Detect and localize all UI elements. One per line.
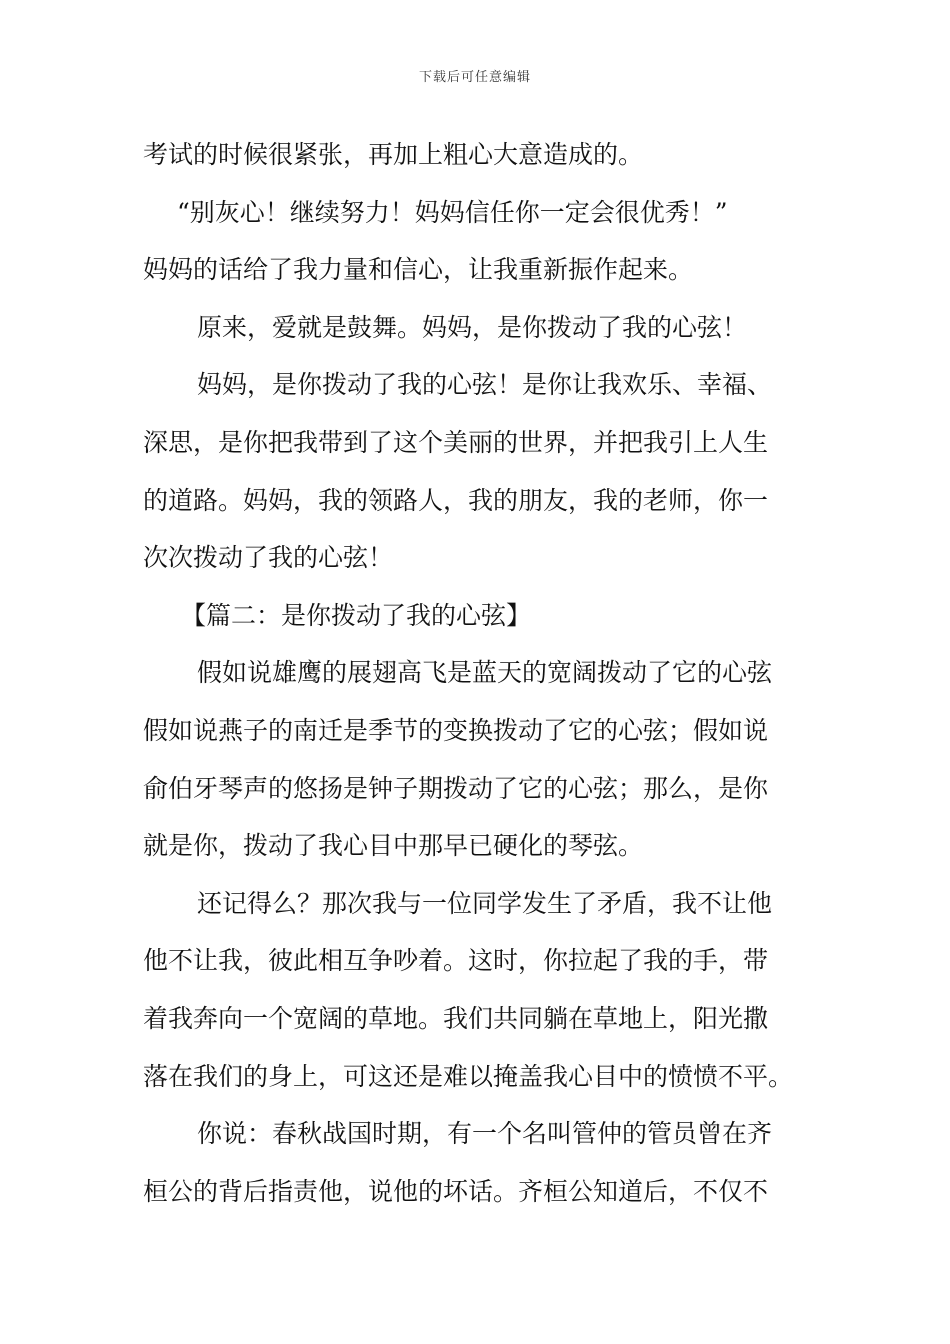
paragraph <box>143 184 813 299</box>
text-line: 假如说雄鹰的展翅高飞是蓝天的宽阔拨动了它的心弦 <box>197 658 773 688</box>
text-line: 着我奔向一个宽阔的草地。我们共同躺在草地上，阳光撒 <box>143 1003 769 1033</box>
page-header-note: 下载后可任意编辑 <box>418 70 531 85</box>
text-line: 妈妈，是你拨动了我的心弦！是你让我欢乐、幸福、 <box>197 370 773 400</box>
text-line: 他不让我，彼此相互争吵着。这时，你拉起了我的手，带 <box>143 946 769 976</box>
paragraph <box>143 875 813 1105</box>
text-line: 假如说燕子的南迁是季节的变换拨动了它的心弦；假如说 <box>143 715 769 745</box>
text-line: 原来，爱就是鼓舞。妈妈，是你拨动了我的心弦！ <box>197 312 748 342</box>
paragraph <box>143 126 813 184</box>
paragraph <box>143 1105 813 1220</box>
text-line: 俞伯牙琴声的悠扬是钟子期拨动了它的心弦；那么，是你 <box>143 773 769 803</box>
paragraph <box>143 644 813 874</box>
text-line: 就是你，拨动了我心目中那早已硬化的琴弦。 <box>143 831 644 861</box>
text-line: 次次拨动了我的心弦！ <box>143 543 394 573</box>
text-line: 桓公的背后指责他，说他的坏话。齐桓公知道后，不仅不 <box>143 1176 769 1206</box>
text-line: 的道路。妈妈，我的领路人，我的朋友，我的老师，你一 <box>143 485 769 515</box>
document-body <box>143 126 813 1220</box>
paragraph <box>143 356 813 586</box>
text-line: 落在我们的身上，可这还是难以掩盖我心目中的愤愤不平。 <box>143 1061 794 1091</box>
text-line: 还记得么？那次我与一位同学发生了矛盾，我不让他 <box>197 888 773 918</box>
text-line: 妈妈的话给了我力量和信心，让我重新振作起来。 <box>143 255 694 285</box>
text-line: 深思，是你把我带到了这个美丽的世界，并把我引上人生 <box>143 427 769 457</box>
text-line: 你说：春秋战国时期，有一个名叫管仲的管员曾在齐 <box>197 1119 773 1149</box>
text-line: “别灰心！继续努力！妈妈信任你一定会很优秀！” <box>177 197 728 227</box>
section-heading <box>143 587 813 645</box>
paragraph <box>143 299 813 357</box>
text-line: 【篇二：是你拨动了我的心弦】 <box>181 600 532 630</box>
text-line: 考试的时候很紧张，再加上粗心大意造成的。 <box>143 140 644 169</box>
